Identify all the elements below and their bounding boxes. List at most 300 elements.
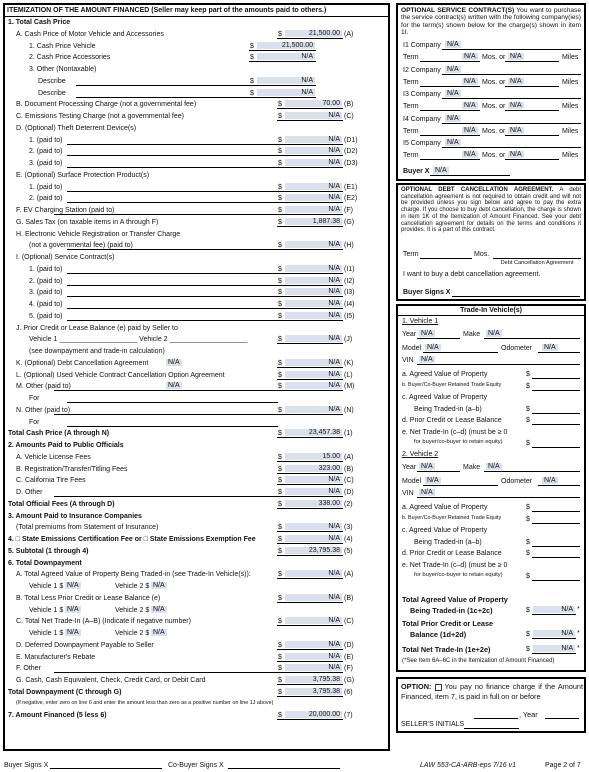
amount-value[interactable]: 15.00 xyxy=(285,453,342,460)
dollar-sign: $ xyxy=(278,665,282,673)
trade-dollar: $ xyxy=(526,504,530,511)
line-ref: (6) xyxy=(344,688,353,696)
trade-net-total-value[interactable]: N/A xyxy=(533,645,575,652)
trade-dollar: $ xyxy=(526,405,530,413)
trade-total-value[interactable]: N/A xyxy=(533,606,575,613)
line-ref: (A) xyxy=(344,30,354,38)
sub-amount[interactable]: N/A xyxy=(257,77,315,84)
amount-line xyxy=(277,496,343,497)
footer-buyer-signs: Buyer Signs X xyxy=(4,762,49,769)
line-ref: (I3) xyxy=(344,289,355,297)
trade-line-e1: e. Net Trade-In (c–d) (must be ≥ 0 xyxy=(402,561,508,569)
amount-value[interactable]: N/A xyxy=(285,159,342,166)
item-inline-value[interactable]: N/A xyxy=(67,582,79,589)
trade-amount-line xyxy=(532,447,580,448)
service-months-value[interactable]: N/A xyxy=(464,102,476,109)
item-label: D. Deferred Downpayment Payable to Seller xyxy=(16,641,154,649)
dollar-sign: $ xyxy=(278,712,282,720)
service-term-label: Term xyxy=(403,127,419,135)
amount-value[interactable]: N/A xyxy=(285,183,342,190)
line-ref: (F) xyxy=(344,665,353,673)
amount-value[interactable]: N/A xyxy=(285,359,342,366)
item-label-2: Vehicle 2 $ xyxy=(115,630,150,637)
trade-total-value[interactable]: N/A xyxy=(533,630,575,637)
item-label: H. Electronic Vehicle Registration or Transfer Charge xyxy=(16,230,181,238)
trade-vin-label: VIN xyxy=(402,490,414,497)
amount-value[interactable]: N/A xyxy=(285,300,342,307)
item-label: A. Vehicle License Fees xyxy=(16,453,91,461)
option-checkbox[interactable] xyxy=(435,684,442,691)
amount-line xyxy=(277,531,343,532)
trade-model-line xyxy=(423,352,498,353)
option-lead: OPTION: xyxy=(401,682,432,691)
dollar-sign: $ xyxy=(278,524,282,532)
trade-in-title: Trade-In Vehicle(s) xyxy=(460,307,522,314)
amount-value[interactable]: N/A xyxy=(285,265,342,272)
trade-total-line xyxy=(532,653,576,654)
amount-line xyxy=(277,144,343,145)
amount-value[interactable]: N/A xyxy=(285,664,342,671)
trade-line-e2: for buyer/co-buyer to retain equity) xyxy=(414,439,503,445)
item-label: (see downpayment and trade-in calculation) xyxy=(29,348,165,355)
amount-value[interactable]: 70.00 xyxy=(285,100,342,107)
line-ref: (I5) xyxy=(344,312,355,320)
item-fill-line xyxy=(67,320,278,321)
item-label: 1. Cash Price Vehicle xyxy=(29,42,96,50)
service-buyer-value[interactable]: N/A xyxy=(435,167,447,174)
dollar-sign: $ xyxy=(278,641,282,649)
item-label: Total Downpayment (C through G) xyxy=(8,688,122,696)
amount-value[interactable]: 338.00 xyxy=(285,500,342,507)
footer-cobuyer-signs: Co-Buyer Signs X xyxy=(168,762,224,769)
item-label: Vehicle 1 $ xyxy=(29,606,64,614)
line-ref: (K) xyxy=(344,359,354,367)
item-label: B. Total Less Prior Credit or Lease Balance (e) xyxy=(16,594,161,602)
line-ref: (C) xyxy=(344,477,354,485)
service-miles-value[interactable]: N/A xyxy=(510,102,522,109)
item-fill-line xyxy=(67,155,278,156)
sub-amount[interactable]: N/A xyxy=(257,89,315,96)
item-fill-line xyxy=(67,191,278,192)
trade-vin-label: VIN xyxy=(402,357,414,364)
item-label: Describe xyxy=(38,77,66,85)
item-label: Vehicle 1 ____________________ Vehicle 2 ____________________ xyxy=(29,336,248,344)
item-label: Total Official Fees (A through D) xyxy=(8,500,115,508)
amount-value[interactable]: N/A xyxy=(285,641,342,648)
amount-line xyxy=(277,414,343,415)
line-ref: (H) xyxy=(344,242,354,250)
amount-value[interactable]: N/A xyxy=(285,617,342,624)
dollar-sign: $ xyxy=(278,160,282,167)
trade-line-e2: for buyer/co-buyer to retain equity) xyxy=(414,572,503,578)
trade-dollar: $ xyxy=(526,417,530,424)
service-company-value[interactable]: N/A xyxy=(447,114,459,122)
trade-amount-line xyxy=(532,390,580,391)
item-label: A. Total Agreed Value of Property Being Traded-in (see Trade-In Vehicle(s)): xyxy=(16,571,251,579)
dollar-sign: $ xyxy=(278,594,282,602)
trade-vin-value[interactable]: N/A xyxy=(421,489,433,496)
dollar-sign: $ xyxy=(278,312,282,320)
amount-line xyxy=(277,484,343,485)
trade-make-line xyxy=(484,471,580,472)
debt-term-line xyxy=(420,258,472,259)
service-mos-label: Mos. or xyxy=(482,78,506,86)
item-label-2: Vehicle 2 $ xyxy=(115,606,150,614)
service-miles-value[interactable]: N/A xyxy=(510,126,522,134)
service-months-value[interactable]: N/A xyxy=(464,53,476,60)
service-miles-value[interactable]: N/A xyxy=(510,151,522,158)
trade-amount-line xyxy=(532,413,580,414)
footer-cobuyer-line xyxy=(228,768,340,769)
service-contract-text: OPTIONAL SERVICE CONTRACT(S) You want to purchase the service contract(s) written with the following company(ies) for the term(s) shown below for the charge(s) shown in item 1I. xyxy=(401,7,581,37)
amount-value[interactable]: 21,500.00 xyxy=(285,30,342,37)
line-ref: (E) xyxy=(344,653,354,661)
option-initials-line xyxy=(464,728,519,729)
service-company-value[interactable]: N/A xyxy=(447,90,459,97)
service-company-line xyxy=(442,49,581,50)
item-inline-value-2[interactable]: N/A xyxy=(153,629,165,636)
line-ref: (I4) xyxy=(344,301,355,308)
item-label: K. (Optional) Debt Cancellation Agreement xyxy=(16,359,149,367)
line-ref: (A) xyxy=(344,453,354,461)
dollar-sign: $ xyxy=(278,453,282,461)
dollar-sign: $ xyxy=(278,677,282,684)
amount-value[interactable]: 3,795.38 xyxy=(285,676,342,683)
trade-year-label: Year xyxy=(402,331,417,338)
item-fill-line xyxy=(76,97,278,98)
amount-value[interactable]: N/A xyxy=(285,653,342,660)
item-inline-value[interactable]: N/A xyxy=(168,382,180,390)
trade-total-label: Total Agreed Value of Property xyxy=(402,595,508,604)
trade-model-label: Model xyxy=(402,478,422,485)
dollar-sign: $ xyxy=(278,301,282,308)
amount-value[interactable]: N/A xyxy=(285,371,342,378)
amount-value[interactable]: 23,457.38 xyxy=(285,429,342,436)
trade-dollar: $ xyxy=(526,573,530,580)
amount-line xyxy=(277,38,343,39)
trade-total-line xyxy=(532,614,576,615)
item-fill-line xyxy=(67,426,278,427)
service-term-line xyxy=(420,61,480,62)
amount-line xyxy=(277,249,343,250)
trade-amount-line xyxy=(532,378,580,379)
line-ref: (L) xyxy=(344,371,353,379)
service-months-value[interactable]: N/A xyxy=(464,126,476,134)
service-months-value[interactable]: N/A xyxy=(464,151,476,158)
item-label: C. Emissions Testing Charge (not a governmental fee) xyxy=(16,113,184,120)
amount-line xyxy=(277,684,343,685)
amount-value[interactable]: N/A xyxy=(285,335,342,342)
debt-want-text: I want to buy a debt cancellation agreement. xyxy=(403,271,541,278)
item-label: B. Document Processing Charge (not a governmental fee) xyxy=(16,101,197,109)
service-company-value[interactable]: N/A xyxy=(447,41,459,48)
amount-line xyxy=(277,602,343,603)
dollar-sign: $ xyxy=(278,195,282,203)
sub-amount[interactable]: 21,500.00 xyxy=(257,42,315,49)
amount-value[interactable]: 20,000.00 xyxy=(285,711,342,718)
item-label: (not a governmental fee) (paid to) xyxy=(29,242,133,250)
trade-line-e1: e. Net Trade-In (c–d) (must be ≥ 0 xyxy=(402,428,508,436)
amount-line xyxy=(277,273,343,274)
header-rule xyxy=(4,16,389,17)
item-label: G. Sales Tax (on taxable items in A through F) xyxy=(16,218,159,226)
line-ref: (D1) xyxy=(344,136,358,144)
dollar-sign: $ xyxy=(278,30,282,38)
dollar-sign: $ xyxy=(278,101,282,109)
item-label: 1. Total Cash Price xyxy=(8,19,71,26)
item-label: 1. (paid to) xyxy=(29,183,63,191)
trade-title-rule xyxy=(397,315,585,316)
service-term-line xyxy=(420,135,480,136)
amount-value[interactable]: N/A xyxy=(285,194,342,201)
sub-amount-line xyxy=(249,85,316,86)
trade-odometer-value[interactable]: N/A xyxy=(544,344,556,351)
service-term-line xyxy=(420,110,480,111)
amount-value[interactable]: 3,795.38 xyxy=(285,688,342,695)
amount-line xyxy=(277,543,343,544)
dollar-sign: $ xyxy=(278,406,282,414)
item-label: 2. (paid to) xyxy=(29,148,63,156)
trade-total-label-2: Being Traded-in (1c+2c) xyxy=(410,606,493,615)
amount-line xyxy=(277,508,343,509)
amount-line xyxy=(277,578,343,579)
trade-model-value[interactable]: N/A xyxy=(427,344,439,351)
item-label: 5. Subtotal (1 through 4) xyxy=(8,547,89,555)
trade-line-c1: c. Agreed Value of Property xyxy=(402,527,488,534)
item-label: F. EV Charging Station (paid to) xyxy=(16,207,115,214)
service-miles-value[interactable]: N/A xyxy=(510,53,522,60)
amount-value[interactable]: N/A xyxy=(285,312,342,319)
sub-amount-line xyxy=(249,97,316,98)
item-label: Describe xyxy=(38,89,66,97)
sub-dollar-sign: $ xyxy=(250,77,254,85)
trade-dollar: $ xyxy=(526,550,530,557)
service-company-line xyxy=(442,147,581,148)
line-ref: (B) xyxy=(344,594,354,602)
line-ref: (M) xyxy=(344,383,355,391)
service-miles-label: Miles xyxy=(562,152,579,159)
service-buyer-label: Buyer X xyxy=(403,168,430,175)
trade-make-label: Make xyxy=(463,464,481,471)
item-label: 2. (paid to) xyxy=(29,277,63,285)
amount-value[interactable]: N/A xyxy=(285,523,342,530)
trade-amount-line xyxy=(532,523,580,524)
item-inline-value[interactable]: N/A xyxy=(67,605,79,613)
amount-line xyxy=(277,379,343,380)
line-ref: (B) xyxy=(344,465,354,473)
service-miles-label: Miles xyxy=(562,127,579,135)
itemization-header: ITEMIZATION OF THE AMOUNT FINANCED (Seller may keep part of the amounts paid to others.) xyxy=(7,7,327,14)
dollar-sign: $ xyxy=(278,359,282,367)
line-ref: (5) xyxy=(344,547,353,555)
item-fill-line xyxy=(54,496,278,497)
item-label: 5. (paid to) xyxy=(29,312,63,320)
amount-line xyxy=(277,625,343,626)
trade-amount-line xyxy=(532,424,580,425)
dollar-sign: $ xyxy=(278,277,282,285)
line-ref: (A) xyxy=(344,571,354,579)
item-inline-value[interactable]: N/A xyxy=(168,358,180,366)
amount-value[interactable]: N/A xyxy=(285,206,342,213)
service-miles-line xyxy=(505,159,559,160)
trade-model-value[interactable]: N/A xyxy=(427,477,439,484)
trade-year-value[interactable]: N/A xyxy=(421,463,433,470)
service-months-value[interactable]: N/A xyxy=(464,77,476,85)
trade-line-c2: Being Traded-in (a–b) xyxy=(414,405,482,413)
item-fill-line xyxy=(67,308,278,309)
service-miles-value[interactable]: N/A xyxy=(510,77,522,85)
sub-dollar-sign: $ xyxy=(250,42,254,50)
option-initials-label: SELLER'S INITIALS xyxy=(401,721,465,728)
service-company-value[interactable]: N/A xyxy=(447,65,459,73)
trade-amount-line xyxy=(532,511,580,512)
service-miles-line xyxy=(505,86,559,87)
amount-value[interactable]: N/A xyxy=(285,112,342,119)
amount-line xyxy=(277,473,343,474)
amount-value[interactable]: 23,795.38 xyxy=(285,547,342,554)
amount-line xyxy=(277,108,343,109)
amount-value[interactable]: N/A xyxy=(285,277,342,284)
item-label: 2. Cash Price Accessories xyxy=(29,54,111,62)
service-term-line xyxy=(420,86,480,87)
amount-value[interactable]: N/A xyxy=(285,288,342,295)
item-label: For xyxy=(29,418,40,426)
line-ref: (G) xyxy=(344,677,355,684)
footer-buyer-line xyxy=(50,768,162,769)
service-miles-label: Miles xyxy=(562,78,579,86)
trade-vin-value[interactable]: N/A xyxy=(421,356,433,363)
item-fill-line xyxy=(54,414,278,415)
dollar-sign: $ xyxy=(278,383,282,391)
line-ref: (B) xyxy=(344,101,354,109)
item-fill-line xyxy=(67,202,278,203)
item-inline-value-2[interactable]: N/A xyxy=(153,582,165,589)
item-label: (If negative, enter zero on line 6 and enter the amount less than zero as a positive number on line 1J above) xyxy=(16,699,274,706)
dollar-sign: $ xyxy=(278,242,282,250)
item-label: Total Cash Price (A through N) xyxy=(8,430,110,438)
dollar-sign: $ xyxy=(278,465,282,473)
trade-line-a: a. Agreed Value of Property xyxy=(402,504,488,511)
item-label: B. Registration/Transfer/Titling Fees xyxy=(16,465,128,473)
amount-value[interactable]: N/A xyxy=(285,570,342,577)
trade-amount-line xyxy=(532,546,580,547)
service-miles-label: Miles xyxy=(562,103,579,110)
item-label: Vehicle 1 $ xyxy=(29,583,64,590)
amount-value[interactable]: N/A xyxy=(285,406,342,413)
service-contract-title: OPTIONAL SERVICE CONTRACT(S) xyxy=(401,7,515,14)
service-company-label: I2 Company xyxy=(403,66,441,74)
dollar-sign: $ xyxy=(278,653,282,661)
dollar-sign: $ xyxy=(278,336,282,344)
service-company-line xyxy=(442,123,581,124)
amount-value[interactable]: N/A xyxy=(285,241,342,248)
trade-total-dollar: $ xyxy=(526,646,530,653)
item-inline-value-2[interactable]: N/A xyxy=(153,605,165,613)
trade-vehicle-heading: 1. Vehicle 1 xyxy=(402,318,439,325)
trade-odometer-label: Odometer xyxy=(501,478,533,485)
amount-value[interactable]: N/A xyxy=(285,136,342,143)
debt-sign-line xyxy=(452,296,580,297)
trade-odometer-value[interactable]: N/A xyxy=(544,477,556,484)
footer-page-number: Page 2 of 7 xyxy=(545,762,581,769)
option-year-line xyxy=(545,718,579,719)
dollar-sign: $ xyxy=(278,688,282,696)
item-label: (Total premiums from Statement of Insurance) xyxy=(16,524,159,532)
item-fill-line xyxy=(67,285,278,286)
amount-value[interactable]: N/A xyxy=(285,382,342,389)
trade-line-c2: Being Traded-in (a–b) xyxy=(414,538,482,546)
trade-amount-line xyxy=(532,580,580,581)
amount-line xyxy=(277,214,343,215)
item-label: 3. (paid to) xyxy=(29,160,63,167)
amount-line xyxy=(277,719,343,720)
debt-mos-label: Mos. xyxy=(474,251,490,258)
trade-dollar: $ xyxy=(526,371,530,378)
amount-line xyxy=(277,285,343,286)
service-miles-line xyxy=(505,110,559,111)
sub-amount[interactable]: N/A xyxy=(257,53,315,60)
amount-line xyxy=(277,120,343,121)
amount-value[interactable]: 1,887.38 xyxy=(285,218,342,225)
service-company-value[interactable]: N/A xyxy=(447,139,459,146)
dollar-sign: $ xyxy=(278,113,282,120)
service-miles-label: Miles xyxy=(562,54,579,61)
item-fill-line xyxy=(67,402,278,403)
trade-dollar: $ xyxy=(526,515,530,523)
service-company-line xyxy=(442,74,581,75)
amount-line xyxy=(277,390,343,391)
amount-value[interactable]: N/A xyxy=(285,488,342,495)
trade-make-value[interactable]: N/A xyxy=(488,330,500,337)
trade-year-line xyxy=(417,338,460,339)
trade-dollar: $ xyxy=(526,538,530,546)
item-label: D. Other xyxy=(16,489,43,496)
line-ref: (7) xyxy=(344,712,353,720)
amount-line xyxy=(277,308,343,309)
service-term-label: Term xyxy=(403,103,419,110)
amount-value[interactable]: N/A xyxy=(285,147,342,154)
amount-line xyxy=(277,296,343,297)
trade-make-value[interactable]: N/A xyxy=(488,463,500,470)
item-label: 6. Total Downpayment xyxy=(8,559,82,567)
item-label: E. (Optional) Surface Protection Product(s) xyxy=(16,171,150,179)
sub-dollar-sign: $ xyxy=(250,89,254,97)
amount-line xyxy=(277,696,343,697)
item-inline-value[interactable]: N/A xyxy=(67,629,79,636)
item-label: 1. (paid to) xyxy=(29,136,63,144)
trade-line-a: a. Agreed Value of Property xyxy=(402,371,488,378)
item-fill-line xyxy=(54,672,278,673)
item-fill-line xyxy=(76,85,278,86)
item-label: 2. (paid to) xyxy=(29,195,63,203)
trade-make-line xyxy=(484,338,580,339)
trade-year-value[interactable]: N/A xyxy=(421,330,433,337)
amount-value[interactable]: N/A xyxy=(285,594,342,601)
amount-value[interactable]: N/A xyxy=(285,535,342,542)
item-label: G. Cash, Cash Equivalent, Check, Credit Card, or Debit Card xyxy=(16,677,206,684)
item-label: For xyxy=(29,395,40,402)
item-label: A. Cash Price of Motor Vehicle and Accessories xyxy=(16,30,164,38)
amount-value[interactable]: N/A xyxy=(285,476,342,483)
trade-line-d: d. Prior Credit or Lease Balance xyxy=(402,550,502,557)
amount-value[interactable]: 323.00 xyxy=(285,465,342,472)
line-ref: (4) xyxy=(344,536,353,543)
service-term-line xyxy=(420,159,480,160)
debt-buyer-signs: Buyer Signs X xyxy=(403,289,451,296)
option-date-line xyxy=(474,718,518,719)
line-ref: (F) xyxy=(344,207,353,214)
trade-vin-line xyxy=(417,497,580,498)
